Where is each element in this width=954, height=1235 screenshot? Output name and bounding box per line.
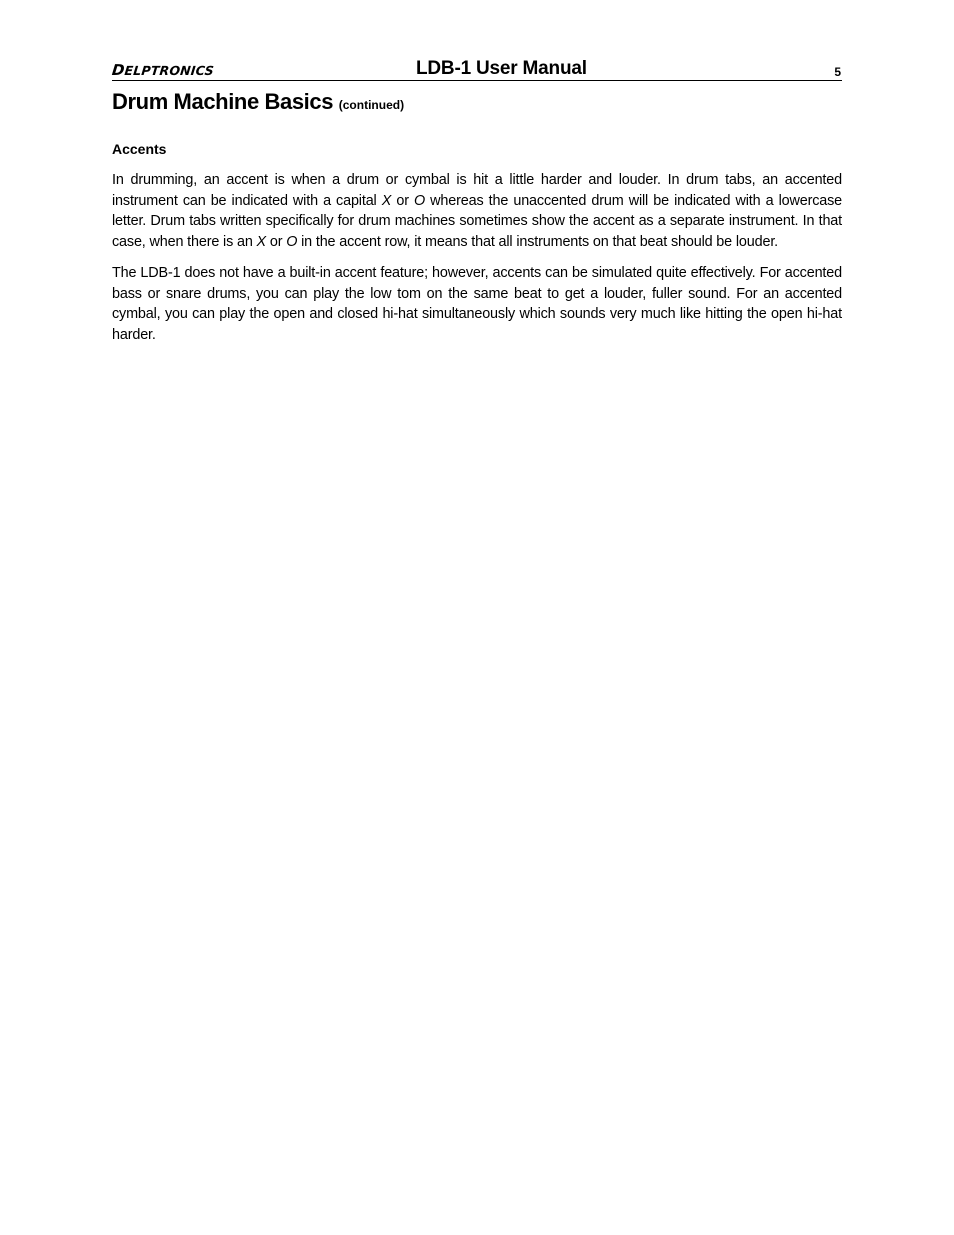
accents-paragraph-1 — [112, 170, 842, 253]
brand-rest: ELPTRONICS — [123, 63, 215, 78]
accents-paragraph-2: The LDB-1 does not have a built-in accent feature; however, accents can be simulated quite effectively. For accented bass or snare drums, you can play the low tom on the same beat to get a louder, fuller sound. For an accented cymbal, you can play the open and closed hi-hat simultaneously which sounds very much like hitting the open hi-hat harder. — [112, 264, 842, 343]
text-run: in the accent row, it means that all instruments on that beat should be louder. — [297, 234, 779, 251]
brand-initial: D — [111, 61, 126, 79]
manual-title: LDB-1 User Manual — [416, 58, 587, 79]
text-run: or — [391, 192, 414, 209]
italic-x: X — [381, 192, 392, 209]
page-number: 5 — [834, 65, 841, 79]
page-header — [112, 56, 842, 81]
continued-label: (continued) — [338, 98, 405, 112]
accents-heading: Accents — [112, 141, 167, 157]
brand-logo — [111, 61, 215, 79]
text-run: In drumming, an accent is when a drum or cymbal is hit a little harder and louder. In drum tabs, an accented instrument can be indicated with a capital — [112, 172, 842, 209]
text-run: or — [266, 234, 287, 251]
text-run: whereas the unaccented drum will be indicated with a lowercase letter. Drum tabs written specifically for drum machines sometimes show the accent as a separate instrument. In that case, when there is an — [112, 192, 843, 251]
italic-o: O — [286, 234, 298, 251]
italic-o: O — [413, 192, 426, 209]
manual-page — [112, 56, 842, 346]
italic-x: X — [256, 234, 266, 251]
section-title — [112, 87, 842, 120]
section-title-text: Drum Machine Basics — [112, 89, 334, 114]
